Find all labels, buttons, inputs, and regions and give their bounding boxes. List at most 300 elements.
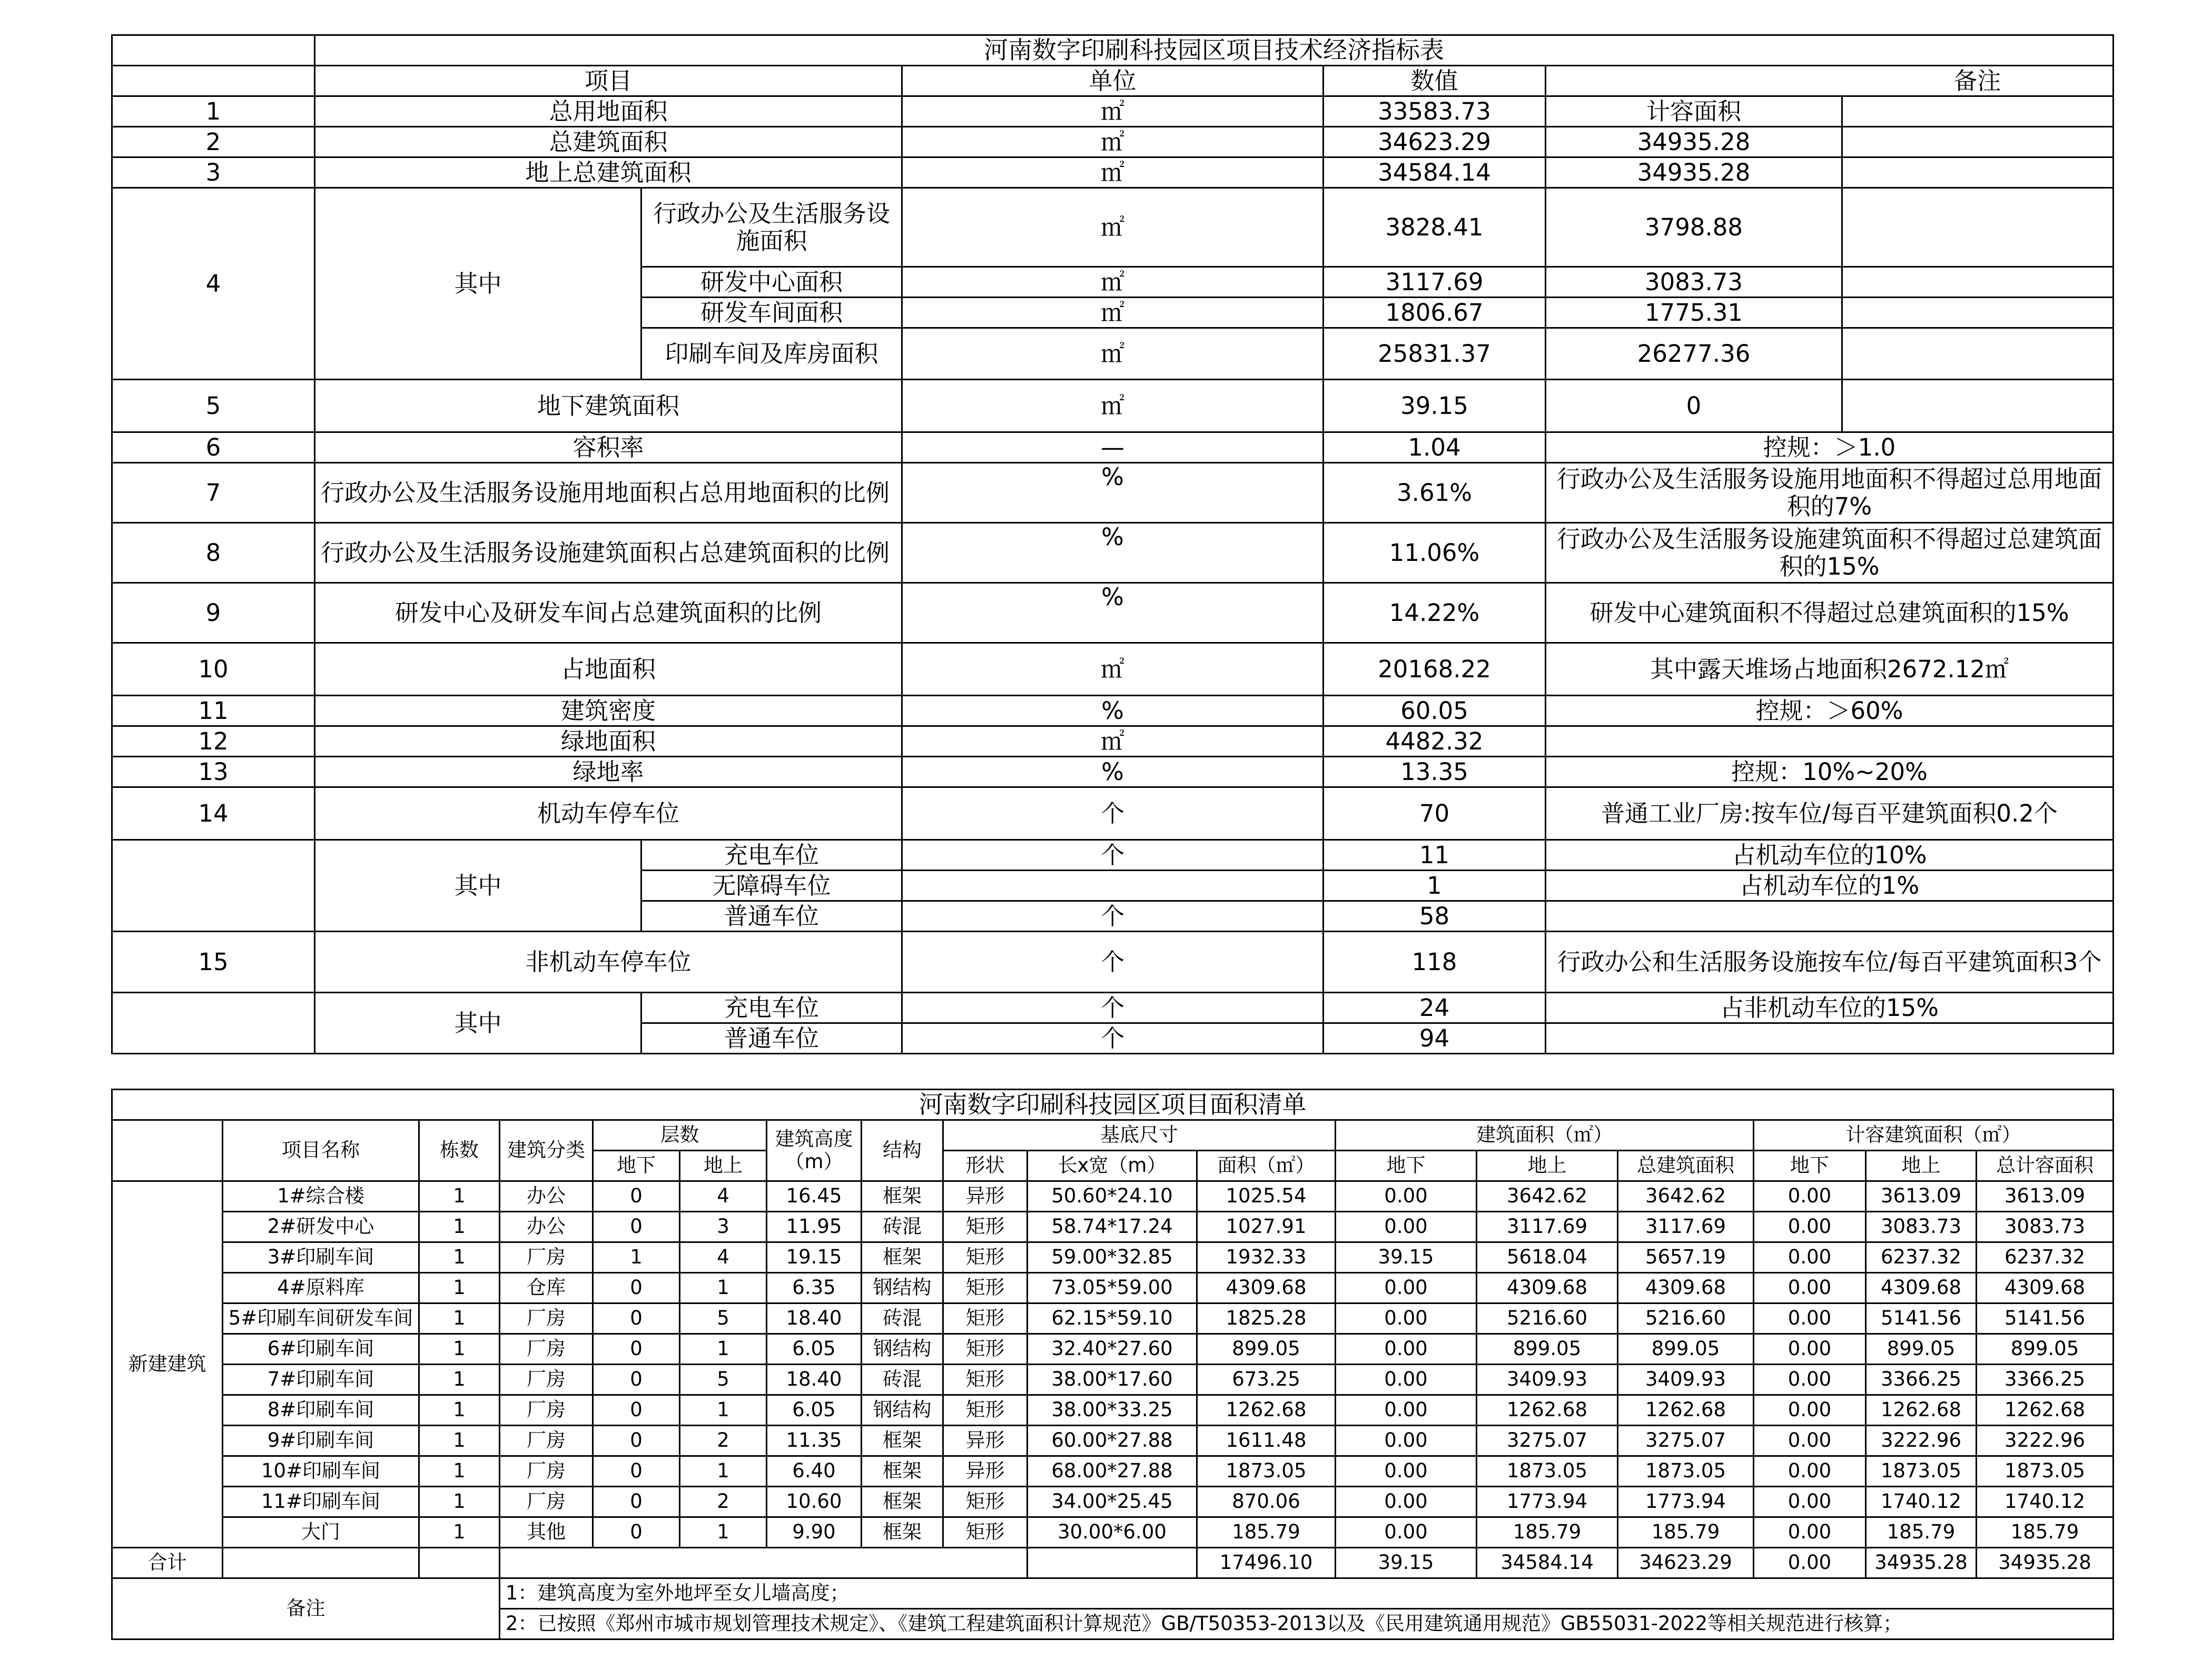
cell-size: 62.15*59.10 [1028,1303,1197,1334]
row-no: 7 [112,463,315,523]
cell-floors-above: 1 [680,1517,767,1548]
cell-counted-below: 0.00 [1754,1365,1866,1395]
cell-total-counted: 1740.12 [1977,1487,2114,1517]
table-row [112,932,2114,993]
table2-body [112,1181,2114,1548]
cell-total-counted: 185.79 [1977,1517,2114,1548]
sub-note: 占机动车位的10% [1546,840,2114,871]
row-no: 14 [112,787,315,840]
table-row [112,1365,2114,1395]
cell-count: 1 [419,1334,500,1365]
row-note: 行政办公及生活服务设施建筑面积不得超过总建筑面积的15% [1546,523,2114,583]
cell-floors-above: 3 [680,1212,767,1242]
header-note-left [1546,66,1842,96]
cell-shape: 矩形 [943,1273,1028,1303]
table-row [112,157,2114,188]
cell-counted-below: 0.00 [1754,1334,1866,1365]
table-row [112,463,2114,523]
cell-counted-above: 4309.68 [1866,1273,1977,1303]
cell-shape: 异形 [943,1426,1028,1456]
table-row [112,127,2114,157]
cell-size: 59.00*32.85 [1028,1242,1197,1273]
table-row [112,1212,2114,1242]
cell-floors-above: 1 [680,1395,767,1426]
total-above: 34584.14 [1477,1548,1618,1578]
row-unit: % [902,583,1324,643]
cell-base-area: 1025.54 [1197,1181,1336,1212]
sub-unit: 个 [902,840,1324,871]
header-size: 长x宽（m） [1028,1151,1197,1181]
cell-base-area: 1825.28 [1197,1303,1336,1334]
sub-item: 充电车位 [641,993,902,1023]
header-floors-above: 地上 [680,1151,767,1181]
cell-structure: 砖混 [862,1212,943,1242]
row-extra: 34935.28 [1546,127,1842,157]
cell-base-area: 1262.68 [1197,1395,1336,1426]
cell-shape: 矩形 [943,1365,1028,1395]
header-base-area: 面积（㎡） [1197,1151,1336,1181]
cell-floors-below: 0 [593,1395,680,1426]
cell-name: 11#印刷车间 [223,1487,419,1517]
cell-count: 1 [419,1303,500,1334]
cell-height: 6.05 [767,1395,862,1426]
area-inventory-table [111,1089,2114,1640]
sub-note [1546,901,2114,932]
row-note: 控规：＞1.0 [1546,432,2114,463]
table-row [112,188,2114,267]
table-row [112,96,2114,127]
header-category: 建筑分类 [500,1120,593,1181]
cell-shape: 矩形 [943,1242,1028,1273]
cell-name: 7#印刷车间 [223,1365,419,1395]
sub-item: 研发中心面积 [641,267,902,298]
cell-height: 18.40 [767,1303,862,1334]
blank-cell [500,1548,1028,1578]
blank-cell [112,840,315,932]
row-no: 2 [112,127,315,157]
cell-structure: 砖混 [862,1365,943,1395]
cell-counted-above: 1262.68 [1866,1395,1977,1426]
cell-total-build: 899.05 [1618,1334,1754,1365]
cell-area-above: 3275.07 [1477,1426,1618,1456]
sub-extra: 3798.88 [1546,188,1842,267]
header-shape: 形状 [943,1151,1028,1181]
cell-area-above: 3642.62 [1477,1181,1618,1212]
cell-counted-below: 0.00 [1754,1212,1866,1242]
cell-total-build: 1262.68 [1618,1395,1754,1426]
sub-value: 24 [1324,993,1546,1023]
row-unit: ㎡ [902,157,1324,188]
header-structure: 结构 [862,1120,943,1181]
cell-category: 厂房 [500,1395,593,1426]
table-row [112,696,2114,726]
cell-count: 1 [419,1212,500,1242]
row-value: 118 [1324,932,1546,993]
cell-floors-below: 0 [593,1517,680,1548]
total-counted-above: 34935.28 [1866,1548,1977,1578]
row-item: 行政办公及生活服务设施用地面积占总用地面积的比例 [315,463,902,523]
header-total-counted: 总计容面积 [1977,1151,2114,1181]
cell-area-above: 5618.04 [1477,1242,1618,1273]
cell-floors-below: 0 [593,1426,680,1456]
cell-category: 厂房 [500,1303,593,1334]
header-note: 备注 [1842,66,2114,96]
row-note: 普通工业厂房:按车位/每百平建筑面积0.2个 [1546,787,2114,840]
cell-total-build: 1773.94 [1618,1487,1754,1517]
row-value: 20168.22 [1324,643,1546,696]
row-note: 控规：＞60% [1546,696,2114,726]
cell-size: 38.00*33.25 [1028,1395,1197,1426]
sub-value: 1806.67 [1324,298,1546,328]
table1-title: 河南数字印刷科技园区项目技术经济指标表 [315,35,2114,66]
cell-height: 18.40 [767,1365,862,1395]
sub-extra: 1775.31 [1546,298,1842,328]
row-note: 行政办公和生活服务设施按车位/每百平建筑面积3个 [1546,932,2114,993]
cell-category: 厂房 [500,1456,593,1487]
sub-note [1546,1023,2114,1054]
cell-area-below: 39.15 [1336,1242,1477,1273]
cell-total-build: 3117.69 [1618,1212,1754,1242]
cell-size: 68.00*27.88 [1028,1456,1197,1487]
cell-height: 6.40 [767,1456,862,1487]
cell-counted-above: 3222.96 [1866,1426,1977,1456]
sub-unit: ㎡ [902,298,1324,328]
cell-counted-above: 899.05 [1866,1334,1977,1365]
remark-note: 2：已按照《郑州市城市规划管理技术规定》、《建筑工程建筑面积计算规范》GB/T50353-2013以及《民用建筑通用规范》GB55031-2022等相关规范进行核算； [500,1609,2114,1640]
total-row [112,1548,2114,1578]
cell-count: 1 [419,1181,500,1212]
cell-size: 30.00*6.00 [1028,1517,1197,1548]
cell-counted-below: 0.00 [1754,1456,1866,1487]
cell-area-above: 1773.94 [1477,1487,1618,1517]
cell-category: 厂房 [500,1334,593,1365]
row-no: 12 [112,726,315,757]
row-note [1842,380,2114,432]
blank-cell [112,35,315,66]
cell-category: 厂房 [500,1426,593,1456]
sub-extra: 3083.73 [1546,267,1842,298]
cell-base-area: 185.79 [1197,1517,1336,1548]
cell-count: 1 [419,1395,500,1426]
cell-counted-below: 0.00 [1754,1487,1866,1517]
cell-counted-below: 0.00 [1754,1395,1866,1426]
cell-category: 厂房 [500,1242,593,1273]
cell-structure: 框架 [862,1242,943,1273]
cell-base-area: 673.25 [1197,1365,1336,1395]
row-note [1546,726,2114,757]
cell-floors-above: 2 [680,1426,767,1456]
header-unit: 单位 [902,66,1324,96]
cell-total-counted: 899.05 [1977,1334,2114,1365]
cell-category: 办公 [500,1181,593,1212]
table-row [112,1517,2114,1548]
cell-counted-below: 0.00 [1754,1242,1866,1273]
cell-counted-above: 6237.32 [1866,1242,1977,1273]
cell-total-build: 3642.62 [1618,1181,1754,1212]
cell-category: 厂房 [500,1365,593,1395]
table-row [112,583,2114,643]
row-value: 60.05 [1324,696,1546,726]
cell-base-area: 1932.33 [1197,1242,1336,1273]
row-no: 5 [112,380,315,432]
blank-cell [419,1548,500,1578]
row-unit: ㎡ [902,96,1324,127]
cell-category: 仓库 [500,1273,593,1303]
cell-base-area: 1027.91 [1197,1212,1336,1242]
cell-shape: 异形 [943,1181,1028,1212]
cell-total-counted: 3083.73 [1977,1212,2114,1242]
cell-shape: 异形 [943,1456,1028,1487]
row-value: 11.06% [1324,523,1546,583]
cell-total-counted: 4309.68 [1977,1273,2114,1303]
sub-value: 1 [1324,871,1546,901]
sub-unit: ㎡ [902,188,1324,267]
row-unit: % [902,696,1324,726]
cell-area-below: 0.00 [1336,1212,1477,1242]
row-unit: % [902,523,1324,583]
cell-counted-above: 3083.73 [1866,1212,1977,1242]
row-value: 33583.73 [1324,96,1546,127]
blank-cell [112,66,315,96]
cell-category: 厂房 [500,1487,593,1517]
row-no: 11 [112,696,315,726]
table-row [112,993,2114,1023]
cell-floors-below: 0 [593,1303,680,1334]
cell-structure: 钢结构 [862,1273,943,1303]
sub-item: 印刷车间及库房面积 [641,328,902,380]
cell-name: 大门 [223,1517,419,1548]
cell-size: 58.74*17.24 [1028,1212,1197,1242]
cell-structure: 框架 [862,1456,943,1487]
cell-counted-above: 3366.25 [1866,1365,1977,1395]
row-no: 1 [112,96,315,127]
cell-area-above: 4309.68 [1477,1273,1618,1303]
cell-area-below: 0.00 [1336,1334,1477,1365]
header-floors: 层数 [593,1120,767,1151]
table-row [112,1273,2114,1303]
row-value: 3.61% [1324,463,1546,523]
sub-value: 11 [1324,840,1546,871]
cell-total-counted: 1262.68 [1977,1395,2114,1426]
cell-floors-below: 0 [593,1334,680,1365]
cell-total-build: 4309.68 [1618,1273,1754,1303]
row-item: 总用地面积 [315,96,902,127]
blank-cell [112,1120,223,1181]
cell-height: 19.15 [767,1242,862,1273]
cell-area-above: 3117.69 [1477,1212,1618,1242]
cell-name: 3#印刷车间 [223,1242,419,1273]
row-no: 9 [112,583,315,643]
table-row [112,1334,2114,1365]
cell-structure: 框架 [862,1426,943,1456]
table2-title: 河南数字印刷科技园区项目面积清单 [112,1090,2114,1120]
row-no: 10 [112,643,315,696]
row-value: 1.04 [1324,432,1546,463]
sub-value: 3117.69 [1324,267,1546,298]
cell-total-counted: 3366.25 [1977,1365,2114,1395]
cell-shape: 矩形 [943,1303,1028,1334]
sub-item: 行政办公及生活服务设施面积 [641,188,902,267]
sub-item: 充电车位 [641,840,902,871]
row-unit: ㎡ [902,127,1324,157]
cell-size: 34.00*25.45 [1028,1487,1197,1517]
cell-total-build: 5216.60 [1618,1303,1754,1334]
cell-category: 其他 [500,1517,593,1548]
of-which-label: 其中 [315,993,641,1054]
cell-name: 10#印刷车间 [223,1456,419,1487]
row-note [1842,127,2114,157]
cell-total-counted: 3613.09 [1977,1181,2114,1212]
table-row [112,1242,2114,1273]
row-value: 13.35 [1324,757,1546,787]
cell-base-area: 870.06 [1197,1487,1336,1517]
cell-height: 11.95 [767,1212,862,1242]
cell-total-build: 1873.05 [1618,1456,1754,1487]
cell-counted-above: 5141.56 [1866,1303,1977,1334]
row-item: 机动车停车位 [315,787,902,840]
cell-height: 6.35 [767,1273,862,1303]
header-height: 建筑高度（m） [767,1120,862,1181]
cell-structure: 框架 [862,1181,943,1212]
cell-floors-above: 4 [680,1181,767,1212]
cell-area-above: 3409.93 [1477,1365,1618,1395]
header-build-area: 建筑面积（㎡） [1336,1120,1754,1151]
cell-area-below: 0.00 [1336,1395,1477,1426]
cell-area-below: 0.00 [1336,1303,1477,1334]
row-note [1842,298,2114,328]
cell-area-below: 0.00 [1336,1487,1477,1517]
row-unit: 个 [902,932,1324,993]
cell-name: 5#印刷车间研发车间 [223,1303,419,1334]
table-row [112,1456,2114,1487]
cell-category: 办公 [500,1212,593,1242]
cell-counted-below: 0.00 [1754,1303,1866,1334]
row-item: 地下建筑面积 [315,380,902,432]
sub-unit: ㎡ [902,328,1324,380]
header-total-build: 总建筑面积 [1618,1151,1754,1181]
total-base-area: 17496.10 [1197,1548,1336,1578]
table-row [112,643,2114,696]
header-base: 基底尺寸 [943,1120,1336,1151]
total-below: 39.15 [1336,1548,1477,1578]
cell-floors-below: 1 [593,1242,680,1273]
cell-area-below: 0.00 [1336,1273,1477,1303]
cell-floors-below: 0 [593,1273,680,1303]
cell-area-above: 5216.60 [1477,1303,1618,1334]
sub-item: 无障碍车位 [641,871,902,901]
cell-structure: 框架 [862,1517,943,1548]
cell-area-above: 1262.68 [1477,1395,1618,1426]
cell-floors-above: 5 [680,1303,767,1334]
cell-structure: 框架 [862,1487,943,1517]
cell-size: 38.00*17.60 [1028,1365,1197,1395]
row-item: 研发中心及研发车间占总建筑面积的比例 [315,583,902,643]
cell-count: 1 [419,1242,500,1273]
cell-height: 9.90 [767,1517,862,1548]
row-item: 占地面积 [315,643,902,696]
cell-total-counted: 5141.56 [1977,1303,2114,1334]
header-name: 项目名称 [223,1120,419,1181]
row-unit: 个 [902,787,1324,840]
cell-counted-above: 1873.05 [1866,1456,1977,1487]
cell-total-build: 3275.07 [1618,1426,1754,1456]
row-extra: 计容面积 [1546,96,1842,127]
sub-value: 3828.41 [1324,188,1546,267]
cell-counted-below: 0.00 [1754,1426,1866,1456]
row-no: 6 [112,432,315,463]
cell-total-counted: 6237.32 [1977,1242,2114,1273]
cell-floors-above: 2 [680,1487,767,1517]
cell-base-area: 1611.48 [1197,1426,1336,1456]
row-no: 13 [112,757,315,787]
sub-unit [902,871,1324,901]
row-value: 4482.32 [1324,726,1546,757]
sub-unit: ㎡ [902,267,1324,298]
cell-name: 2#研发中心 [223,1212,419,1242]
row-unit: % [902,463,1324,523]
cell-total-counted: 3222.96 [1977,1426,2114,1456]
row-note: 控规：10%~20% [1546,757,2114,787]
cell-count: 1 [419,1517,500,1548]
cell-floors-above: 4 [680,1242,767,1273]
row-unit: — [902,432,1324,463]
table-row [112,380,2114,432]
of-which-label: 其中 [315,188,641,380]
row-item: 非机动车停车位 [315,932,902,993]
table-row [112,840,2114,871]
sub-value: 25831.37 [1324,328,1546,380]
table-row [112,523,2114,583]
remark-note: 1：建筑高度为室外地坪至女儿墙高度； [500,1578,2114,1609]
of-which-label: 其中 [315,840,641,932]
blank-cell [112,993,315,1054]
cell-total-build: 5657.19 [1618,1242,1754,1273]
cell-count: 1 [419,1273,500,1303]
cell-size: 60.00*27.88 [1028,1426,1197,1456]
total-counted-below: 0.00 [1754,1548,1866,1578]
row-note: 研发中心建筑面积不得超过总建筑面积的15% [1546,583,2114,643]
cell-structure: 钢结构 [862,1334,943,1365]
table-row [112,1426,2114,1456]
sub-unit: 个 [902,901,1324,932]
sub-item: 普通车位 [641,901,902,932]
row-no: 8 [112,523,315,583]
header-item: 项目 [315,66,902,96]
row-unit: ㎡ [902,726,1324,757]
cell-counted-above: 185.79 [1866,1517,1977,1548]
sub-extra: 26277.36 [1546,328,1842,380]
cell-counted-above: 3613.09 [1866,1181,1977,1212]
cell-base-area: 1873.05 [1197,1456,1336,1487]
total-counted: 34935.28 [1977,1548,2114,1578]
blank-cell [223,1548,419,1578]
row-note [1842,188,2114,267]
blank-cell [1028,1548,1197,1578]
cell-counted-below: 0.00 [1754,1273,1866,1303]
row-item: 建筑密度 [315,696,902,726]
cell-area-below: 0.00 [1336,1181,1477,1212]
cell-name: 9#印刷车间 [223,1426,419,1456]
cell-height: 10.60 [767,1487,862,1517]
cell-base-area: 4309.68 [1197,1273,1336,1303]
cell-floors-below: 0 [593,1456,680,1487]
cell-size: 50.60*24.10 [1028,1181,1197,1212]
cell-area-above: 1873.05 [1477,1456,1618,1487]
cell-count: 1 [419,1426,500,1456]
cell-name: 8#印刷车间 [223,1395,419,1426]
cell-height: 16.45 [767,1181,862,1212]
cell-floors-below: 0 [593,1487,680,1517]
